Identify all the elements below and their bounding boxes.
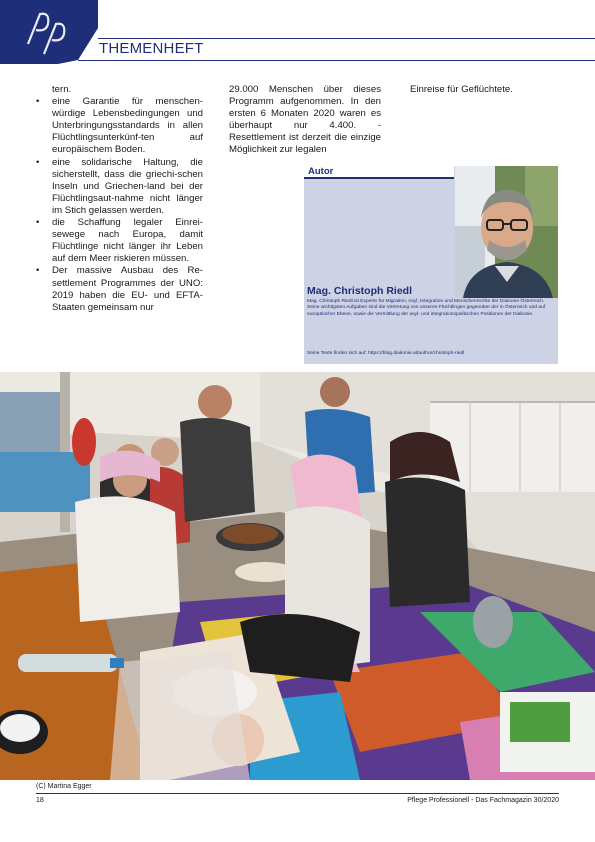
- author-name: Mag. Christoph Riedl: [307, 285, 412, 297]
- section-title: THEMENHEFT: [99, 40, 204, 57]
- text-column-1: [36, 84, 203, 314]
- author-bio: Mag. Christoph Riedl ist Experte für Migration, Asyl, Integration und Menschenrechte der Diakonie Österreich. Seine wichtigsten Aufgaben sind die Vertretung von unseren Flüchtlingen gegenüber der in Österreich und auf europäischer Ebene, sowie die Vermittlung der asyl- und integrationspolitischen Positionen der Diakonie.: [307, 299, 546, 317]
- list-item: • eine Garantie für menschen-würdige Lebensbedingungen und Unterbringungsstandards in allen Flüchtlingsunterkünf-ten auf europäischem Boden.: [36, 96, 203, 156]
- text-column-3: [410, 84, 560, 96]
- body-paragraph: 29.000 Menschen über dieses Programm aufgenommen. In den ersten 6 Monaten 2020 waren es überhaupt nur 4.400. - Resettlement ist derzeit die einzige Möglichkeit zur legalen: [229, 84, 381, 156]
- header-rule-top: [98, 38, 595, 39]
- author-box: [304, 166, 558, 364]
- author-blog-note: Seine Texte finden sich auf: https://blog.diakonie.at/author/christoph-riedl: [307, 351, 465, 356]
- body-paragraph: Einreise für Geflüchtete.: [410, 84, 513, 95]
- photo-credit: (C) Martina Egger: [36, 783, 92, 790]
- header-logo-triangle: [0, 0, 98, 64]
- list-item: • eine solidarische Haltung, die sicherstellt, dass die griechi-schen Inseln und Griechen-land bei der Flüchtlingsaut-nahme nicht länger im Stich gelassen werden.: [36, 156, 203, 216]
- bullet-icon: •: [36, 96, 40, 108]
- page-number: 18: [36, 797, 44, 804]
- text-column-2: [229, 84, 381, 157]
- footer-magazine-title: Pflege Professionell - Das Fachmagazin 30/2020: [407, 797, 559, 804]
- list-item: • Der massive Ausbau des Re-settlement Programmes der UNO: 2019 haben die EU- und EFTA-Staaten gemeinsam nur: [36, 265, 203, 313]
- continuation-text: tern.: [52, 84, 72, 95]
- author-heading: Autor: [304, 166, 454, 179]
- header-rule-bottom: [78, 60, 595, 61]
- bullet-icon: •: [36, 265, 40, 277]
- footer-rule: [36, 793, 559, 794]
- header-logo-text: PP: [84, 18, 86, 19]
- bullet-icon: •: [36, 217, 40, 229]
- refugee-family-tent-photo: [0, 372, 595, 780]
- bullet-icon: •: [36, 156, 40, 168]
- demand-list: [36, 96, 203, 314]
- author-portrait-image: [455, 166, 558, 298]
- list-item: • die Schaffung legaler Einrei-sewege nach Europa, damit Flüchtlinge nicht länger ihr Leben auf dem Meer riskieren müssen.: [36, 217, 203, 265]
